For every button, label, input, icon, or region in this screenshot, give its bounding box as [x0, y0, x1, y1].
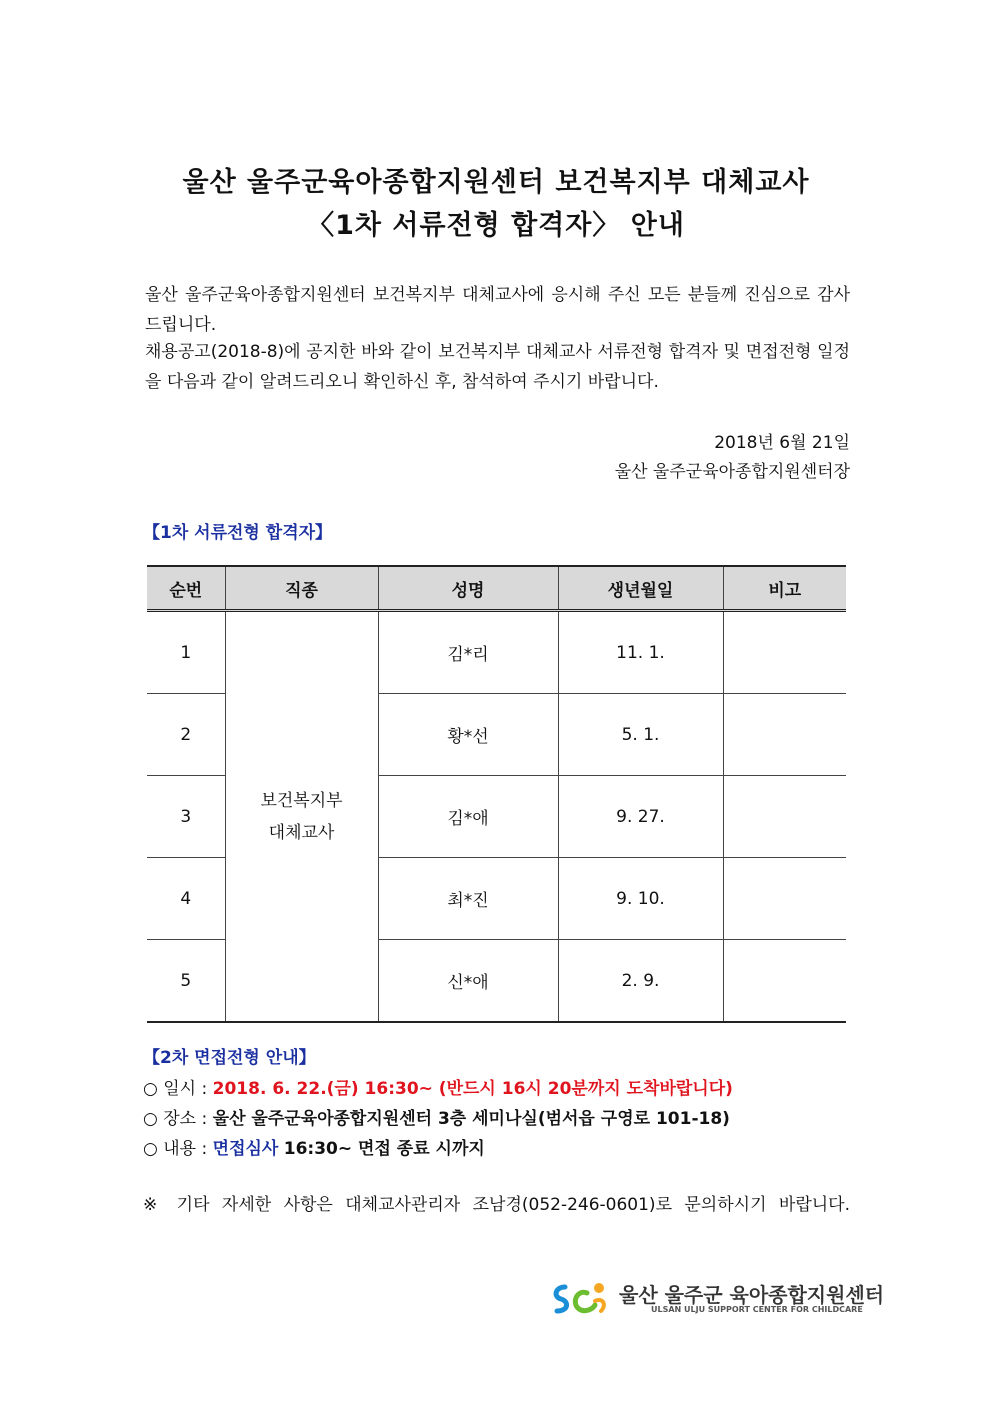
content-highlight: 면접심사: [212, 1139, 279, 1159]
row-name: 김*리: [378, 611, 558, 694]
notice-paragraph: 채용공고(2018-8)에 공지한 바와 같이 보건복지부 대체교사 서류전형 합격자 및 면접전형 일정을 다음과 같이 알려드리오니 확인하신 후, 참석하여 주시기 바랍니다.: [145, 342, 850, 392]
job-cell: [225, 611, 378, 1023]
center-logo-name: 울산 울주군 육아종합지원센터: [619, 1283, 885, 1307]
bullet-icon: ○: [143, 1139, 158, 1159]
time-value: 2018. 6. 22.(금) 16:30~ (반드시 16시 20분까지 도착바랍니다): [212, 1079, 733, 1099]
center-logo-subtitle: ULSAN ULJU SUPPORT CENTER FOR CHILDCARE: [651, 1305, 863, 1314]
section-title-interview: 【2차 면접전형 안내】: [143, 1048, 316, 1068]
header-birth: 생년월일: [558, 566, 723, 611]
row-note: [723, 611, 846, 694]
header-no: 순번: [147, 566, 225, 611]
row-no: 3: [147, 776, 225, 858]
issuer-name: 울산 울주군육아종합지원센터장: [614, 462, 850, 482]
center-logo-icon: [551, 1279, 611, 1319]
row-birth: 11. 1.: [558, 611, 723, 694]
header-name: 성명: [378, 566, 558, 611]
row-no: 1: [147, 611, 225, 694]
issue-date: 2018년 6월 21일: [714, 433, 850, 453]
row-name: 김*애: [378, 776, 558, 858]
row-note: [723, 940, 846, 1023]
document-title-line2: 〈1차 서류전형 합격자〉 안내: [307, 210, 685, 241]
row-note: [723, 858, 846, 940]
interview-time-line: [143, 1074, 733, 1099]
intro-paragraph: 울산 울주군육아종합지원센터 보건복지부 대체교사에 응시해 주신 모든 분들께 진심으로 감사드립니다.: [145, 285, 850, 335]
row-name: 황*선: [378, 694, 558, 776]
document-title-line1: 울산 울주군육아종합지원센터 보건복지부 대체교사: [182, 167, 810, 198]
time-label: 일시 :: [163, 1079, 208, 1099]
place-label: 장소 :: [163, 1109, 208, 1129]
content-rest: 16:30~ 면접 종료 시까지: [283, 1139, 485, 1159]
row-birth: 2. 9.: [558, 940, 723, 1023]
table-header-row: [147, 566, 846, 611]
contact-note: ※ 기타 자세한 사항은 대체교사관리자 조남경(052-246-0601)로 문의하시기 바랍니다.: [143, 1195, 850, 1215]
section-title-document-screening: 【1차 서류전형 합격자】: [143, 523, 333, 543]
header-job: 직종: [225, 566, 378, 611]
row-name: 최*진: [378, 858, 558, 940]
place-value: 울산 울주군육아종합지원센터 3층 세미나실(범서읍 구영로 101-18): [212, 1109, 730, 1129]
row-note: [723, 776, 846, 858]
row-birth: 9. 10.: [558, 858, 723, 940]
row-no: 5: [147, 940, 225, 1023]
center-logo: [551, 1279, 885, 1319]
content-label: 내용 :: [163, 1139, 208, 1159]
table-row: [147, 611, 846, 694]
row-name: 신*애: [378, 940, 558, 1023]
interview-content-line: [143, 1134, 485, 1159]
job-line2: 대체교사: [268, 822, 335, 843]
row-no: 4: [147, 858, 225, 940]
interview-place-line: [143, 1104, 730, 1129]
header-note: 비고: [723, 566, 846, 611]
row-birth: 5. 1.: [558, 694, 723, 776]
bullet-icon: ○: [143, 1079, 158, 1099]
row-birth: 9. 27.: [558, 776, 723, 858]
passed-applicants-table: [147, 565, 846, 1023]
row-note: [723, 694, 846, 776]
row-no: 2: [147, 694, 225, 776]
bullet-icon: ○: [143, 1109, 158, 1129]
job-line1: 보건복지부: [260, 790, 343, 811]
